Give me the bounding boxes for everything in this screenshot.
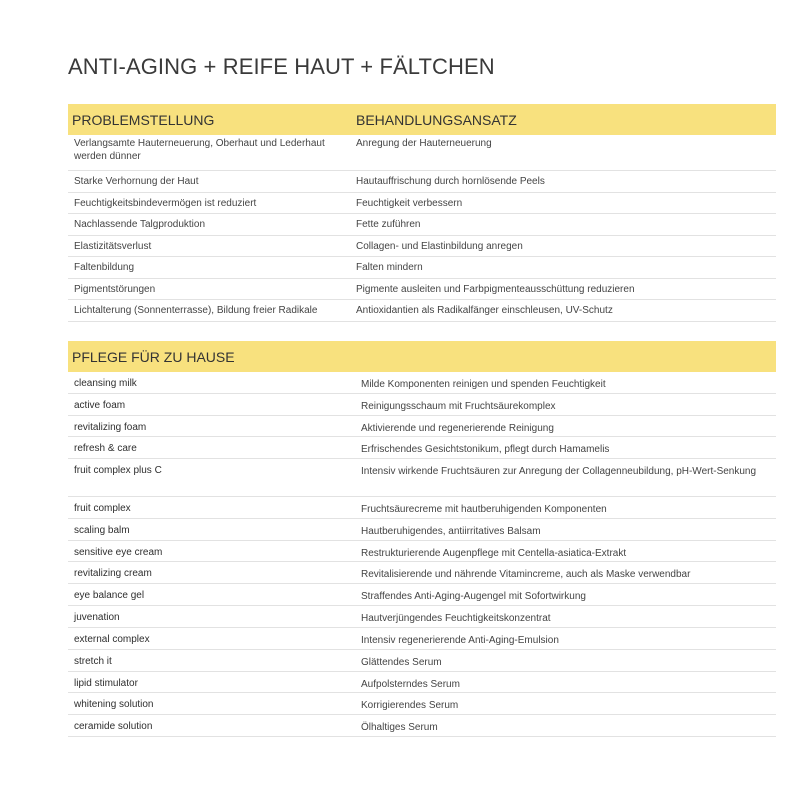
product-name-cell: juvenation	[74, 612, 120, 623]
table-row	[68, 650, 776, 672]
product-name-cell: stretch it	[74, 656, 112, 667]
approach-cell: Fette zuführen	[356, 219, 421, 230]
table-row	[68, 171, 776, 193]
table-row	[68, 715, 776, 737]
table-row	[68, 497, 776, 519]
care-table-header	[68, 341, 776, 372]
problems-table	[68, 104, 776, 322]
problem-cell: Nachlassende Talgproduktion	[74, 219, 206, 230]
product-name-cell: fruit complex	[74, 503, 131, 514]
care-table	[68, 341, 776, 737]
product-name-cell: external complex	[74, 634, 150, 645]
product-name-cell: sensitive eye cream	[74, 547, 163, 558]
product-description-cell: Intensiv wirkende Fruchtsäuren zur Anregung der Collagenneubildung, pH-Wert-Senkung	[361, 466, 757, 477]
page-title: ANTI-AGING + REIFE HAUT + FÄLTCHEN	[68, 54, 495, 79]
product-name-cell: revitalizing cream	[74, 568, 152, 579]
product-name-cell: ceramide solution	[74, 721, 153, 732]
table-row	[68, 672, 776, 693]
table-row	[68, 394, 776, 416]
problem-cell: Elastizitätsverlust	[74, 241, 152, 252]
approach-cell: Hautauffrischung durch hornlösende Peels	[356, 176, 545, 187]
problems-table-header	[68, 104, 776, 135]
product-description-cell: Milde Komponenten reinigen und spenden Feuchtigkeit	[361, 379, 606, 390]
table-row	[68, 628, 776, 650]
product-name-cell: active foam	[74, 400, 126, 411]
product-description-cell: Aufpolsterndes Serum	[361, 679, 460, 690]
product-description-cell: Fruchtsäurecreme mit hautberuhigenden Komponenten	[361, 504, 607, 515]
product-name-cell: eye balance gel	[74, 590, 145, 601]
table-row	[68, 416, 776, 437]
problem-cell: Feuchtigkeitsbindevermögen ist reduziert	[74, 198, 257, 209]
product-name-cell: fruit complex plus C	[74, 465, 162, 476]
product-name-cell: lipid stimulator	[74, 678, 138, 689]
product-description-cell: Ölhaltiges Serum	[361, 722, 438, 733]
problem-cell: Starke Verhornung der Haut	[74, 176, 199, 187]
product-description-cell: Reinigungsschaum mit Fruchtsäurekomplex	[361, 401, 556, 412]
product-description-cell: Korrigierendes Serum	[361, 700, 459, 711]
table-row	[68, 300, 776, 322]
product-description-cell: Hautberuhigendes, antiirritatives Balsam	[361, 526, 541, 537]
table-row	[68, 236, 776, 257]
product-description-cell: Aktivierende und regenerierende Reinigung	[361, 423, 554, 434]
approach-cell: Pigmente ausleiten und Farbpigmenteausschüttung reduzieren	[356, 284, 635, 295]
care-table-body	[68, 372, 776, 737]
product-description-cell: Hautverjüngendes Feuchtigkeitskonzentrat	[361, 613, 551, 624]
problem-cell: Lichtalterung (Sonnenterrasse), Bildung freier Radikale	[74, 305, 318, 316]
table-row	[68, 214, 776, 236]
problems-table-body	[68, 135, 776, 322]
table-row	[68, 541, 776, 562]
problem-cell: Pigmentstörungen	[74, 284, 156, 295]
approach-cell: Anregung der Hauterneuerung	[356, 138, 492, 149]
table-row	[68, 437, 776, 459]
product-name-cell: refresh & care	[74, 443, 137, 454]
product-name-cell: cleansing milk	[74, 378, 137, 389]
table-row	[68, 693, 776, 715]
table-row	[68, 135, 776, 171]
problem-cell: Faltenbildung	[74, 262, 135, 273]
product-name-cell: whitening solution	[74, 699, 154, 710]
table-row	[68, 562, 776, 584]
product-description-cell: Erfrischendes Gesichtstonikum, pflegt durch Hamamelis	[361, 444, 610, 455]
product-description-cell: Intensiv regenerierende Anti-Aging-Emulsion	[361, 635, 559, 646]
table-row	[68, 584, 776, 606]
table-row	[68, 257, 776, 279]
problem-cell: Verlangsamte Hauterneuerung, Oberhaut und Lederhaut werden dünner	[74, 138, 325, 162]
product-name-cell: scaling balm	[74, 525, 130, 536]
table-row	[68, 279, 776, 300]
table-row	[68, 372, 776, 394]
header-problemstellung: PROBLEMSTELLUNG	[72, 111, 215, 128]
table-row	[68, 193, 776, 214]
product-description-cell: Glättendes Serum	[361, 657, 442, 668]
approach-cell: Feuchtigkeit verbessern	[356, 198, 463, 209]
product-description-cell: Revitalisierende und nährende Vitamincreme, auch als Maske verwendbar	[361, 569, 691, 580]
table-row	[68, 459, 776, 497]
product-name-cell: revitalizing foam	[74, 422, 147, 433]
approach-cell: Antioxidantien als Radikalfänger einschleusen, UV-Schutz	[356, 305, 613, 316]
product-description-cell: Restrukturierende Augenpflege mit Centella-asiatica-Extrakt	[361, 548, 627, 559]
header-pflege: PFLEGE FÜR ZU HAUSE	[72, 348, 235, 365]
approach-cell: Collagen- und Elastinbildung anregen	[356, 241, 523, 252]
table-row	[68, 519, 776, 541]
product-description-cell: Straffendes Anti-Aging-Augengel mit Sofortwirkung	[361, 591, 586, 602]
approach-cell: Falten mindern	[356, 262, 423, 273]
header-behandlungsansatz: BEHANDLUNGSANSATZ	[356, 111, 517, 128]
table-row	[68, 606, 776, 628]
